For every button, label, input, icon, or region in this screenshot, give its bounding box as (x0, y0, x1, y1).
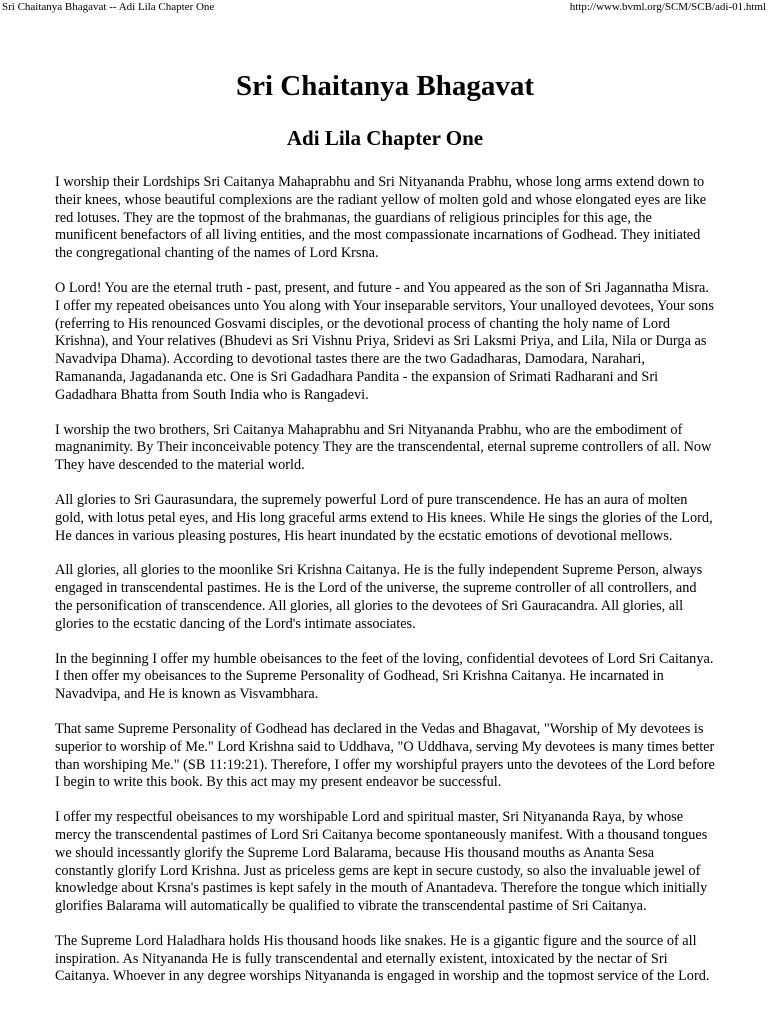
paragraph: All glories to Sri Gaurasundara, the supremely powerful Lord of pure transcendence. He has an aura of molten gold, with lotus petal eyes, and His long graceful arms extend to His knees. While He sings the glories of the Lord, He dances in various pleasing postures, His heart inundated by the ecstatic emotions of devotional mellows. (55, 491, 713, 544)
paragraph: I offer my respectful obeisances to my worshipable Lord and spiritual master, Sri Nityananda Raya, by whose mercy the transcendental pastimes of Lord Sri Caitanya become spontaneously manifest. With a thousand tongues we should incessantly glorify the Supreme Lord Balarama, because His thousand mouths as Ananta Sesa constantly glorify Lord Krishna. Just as priceless gems are kept in secure custody, so also the invaluable jewel of knowledge about Krsna's pastimes is kept safely in the mouth of Anantadeva. Therefore the tongue which initially glorifies Balarama will automatically be qualified to vibrate the transcendental pastime of Sri Caitanya. (55, 809, 708, 915)
paragraph: In the beginning I offer my humble obeisances to the feet of the loving, confidential devotees of Lord Sri Caitanya. I then offer my obeisances to the Supreme Personality of Godhead, Sri Krishna Caitanya. He incarnated in Navadvipa, and He is known as Visvambhara. (55, 650, 714, 703)
paragraph: That same Supreme Personality of Godhead has declared in the Vedas and Bhagavat, "Worship of My devotees is superior to worship of Me." Lord Krishna said to Uddhava, "O Uddhava, serving My devotees is many times better than worshiping Me." (SB 11:19:21). Therefore, I offer my worshipful prayers unto the devotees of the Lord before I begin to write this book. By this act may my present endeavor be successful. (55, 720, 715, 791)
paragraph: The Supreme Lord Haladhara holds His thousand hoods like snakes. He is a gigantic figure and the source of all inspiration. As Nityananda He is fully transcendental and eternally existent, intoxicated by the nectar of Sri Caitanya. Whoever in any degree worships Nityananda is engaged in worship and the topmost service of the Lord. (55, 932, 710, 985)
paragraph: I worship the two brothers, Sri Caitanya Mahaprabhu and Sri Nityananda Prabhu, who are the embodiment of magnanimity. By Their inconceivable potency They are the transcendental, eternal supreme controllers of all. Now They have descended to the material world. (55, 421, 712, 474)
document-body (55, 66, 715, 1003)
print-header-url[interactable]: http://www.bvml.org/SCM/SCB/adi-01.html (569, 1, 766, 13)
paragraph: O Lord! You are the eternal truth - past, present, and future - and You appeared as the son of Sri Jagannatha Misra. I offer my repeated obeisances unto You along with Your inseparable servitors, Your unalloyed devotees, Your sons (referring to His renounced Gosvami disciples, or the devotional process of chanting the holy name of Lord Krishna), and Your relatives (Bhudevi as Sri Vishnu Priya, Sridevi as Sri Laksmi Priya, and Lila, Nila or Durga as Navadvipa Dhama). According to devotional tastes there are the two Gadadharas, Damodara, Narahari, Ramananda, Jagadananda etc. One is Sri Gadadhara Pandita - the expansion of Srimati Radharani and Sri Gadadhara Bhatta from South India who is Rangadevi. (55, 279, 714, 403)
page-title: Sri Chaitanya Bhagavat (235, 70, 535, 102)
paragraph-list (55, 174, 715, 986)
paragraph: All glories, all glories to the moonlike Sri Krishna Caitanya. He is the fully independent Supreme Person, always engaged in transcendental pastimes. He is the Lord of the universe, the supreme controller of all controllers, and the personification of transcendence. All glories, all glories to the devotees of Sri Gauracandra. All glories, all glories to the ecstatic dancing of the Lord's intimate associates. (55, 562, 703, 632)
print-header (0, 0, 768, 16)
chapter-heading: Adi Lila Chapter One (286, 126, 484, 150)
paragraph: I worship their Lordships Sri Caitanya Mahaprabhu and Sri Nityananda Prabhu, whose long arms extend down to their knees, whose beautiful complexions are the radiant yellow of molten gold and whose elongated eyes are like red lotuses. They are the topmost of the brahmanas, the guardians of religious principles for this age, the munificent benefactors of all living entities, and the most compassionate incarnations of Godhead. They initiated the congregational chanting of the names of Lord Krsna. (55, 174, 707, 262)
print-header-title: Sri Chaitanya Bhagavat -- Adi Lila Chapter One (2, 1, 215, 13)
